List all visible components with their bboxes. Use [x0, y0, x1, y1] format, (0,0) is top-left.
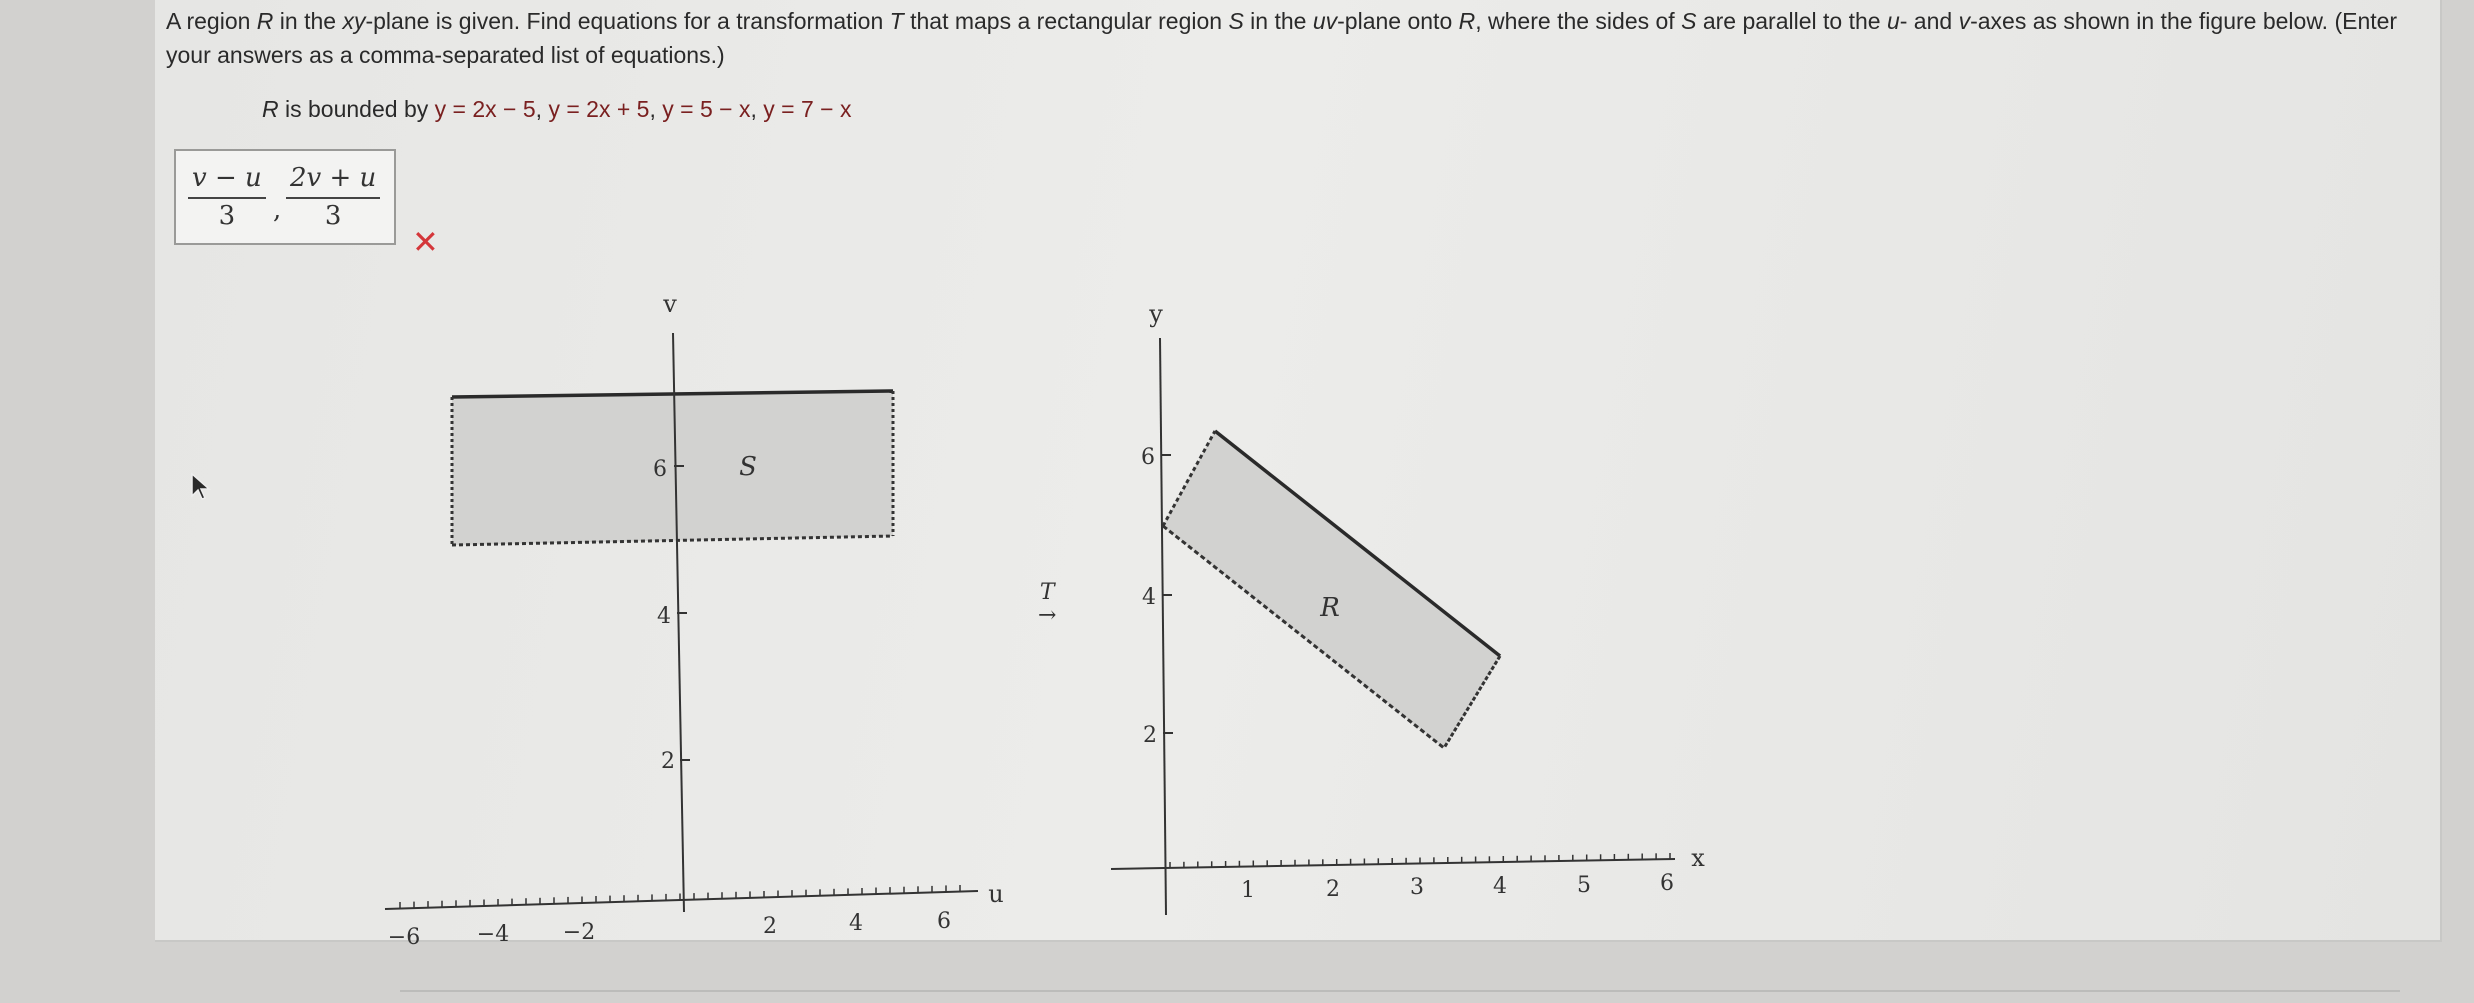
equation-3: y = 5 − x [662, 96, 751, 122]
region-s-label: S [739, 452, 757, 482]
transformation-arrow [1038, 580, 1056, 628]
answer-comma: , [273, 195, 282, 225]
region-r-label: R [1320, 593, 1340, 623]
x-tick-1: 1 [1241, 878, 1255, 903]
x-tick-2: 2 [1326, 877, 1340, 902]
x-tick-6: 6 [1660, 871, 1674, 896]
x-tick-4: 4 [1493, 874, 1507, 899]
x-axis-label: x [1691, 844, 1705, 872]
answer-fraction-2: 2v + u 3 [286, 163, 380, 231]
x-axis [1111, 859, 1675, 869]
u-tick-neg4: −4 [476, 922, 510, 947]
transformation-label: T [1039, 580, 1055, 605]
u-axis-label: u [988, 880, 1004, 908]
x-tick-3: 3 [1410, 875, 1424, 900]
question-text: A region R in the xy-plane is given. Find equations for a transformation T that maps a rectangular region S in the uv-plane onto R, where the sides of S are parallel to the u- and v-axes as shown in the figure below. (Enter your answers as a comma-separated list of equations.) [166, 8, 2398, 68]
y-axis [1160, 338, 1166, 915]
equation-2: y = 2x + 5 [548, 96, 650, 122]
x-tick-5: 5 [1577, 873, 1591, 898]
y-axis-label: y [1149, 300, 1163, 328]
y-tick-2: 2 [1143, 723, 1157, 748]
y-tick-6: 6 [1141, 445, 1155, 470]
region-s [452, 391, 893, 545]
region-condition: R is bounded by y = 2x − 5, y = 2x + 5, y = 5 − x, y = 7 − x [262, 96, 852, 122]
v-axis-label: v [663, 290, 677, 318]
u-tick-4: 4 [849, 911, 863, 936]
divider [400, 990, 2400, 992]
u-tick-6: 6 [937, 909, 951, 934]
v-tick-4: 4 [657, 604, 671, 629]
u-tick-neg6: −6 [387, 925, 421, 950]
equation-1: y = 2x − 5 [434, 96, 536, 122]
equation-4: y = 7 − x [763, 96, 852, 122]
uv-plot [385, 290, 1004, 950]
v-tick-6: 6 [653, 457, 667, 482]
u-tick-2: 2 [763, 914, 777, 939]
right-arrow-icon: → [1038, 603, 1057, 628]
u-tick-neg2: −2 [562, 920, 596, 945]
x-mark-icon: ✕ [412, 223, 439, 261]
answer-fraction-1: v − u 3 [188, 163, 266, 231]
xy-plot [1111, 300, 1705, 915]
region-r [1163, 431, 1500, 748]
y-tick-4: 4 [1142, 585, 1156, 610]
v-tick-2: 2 [661, 749, 675, 774]
u-axis [385, 891, 978, 909]
